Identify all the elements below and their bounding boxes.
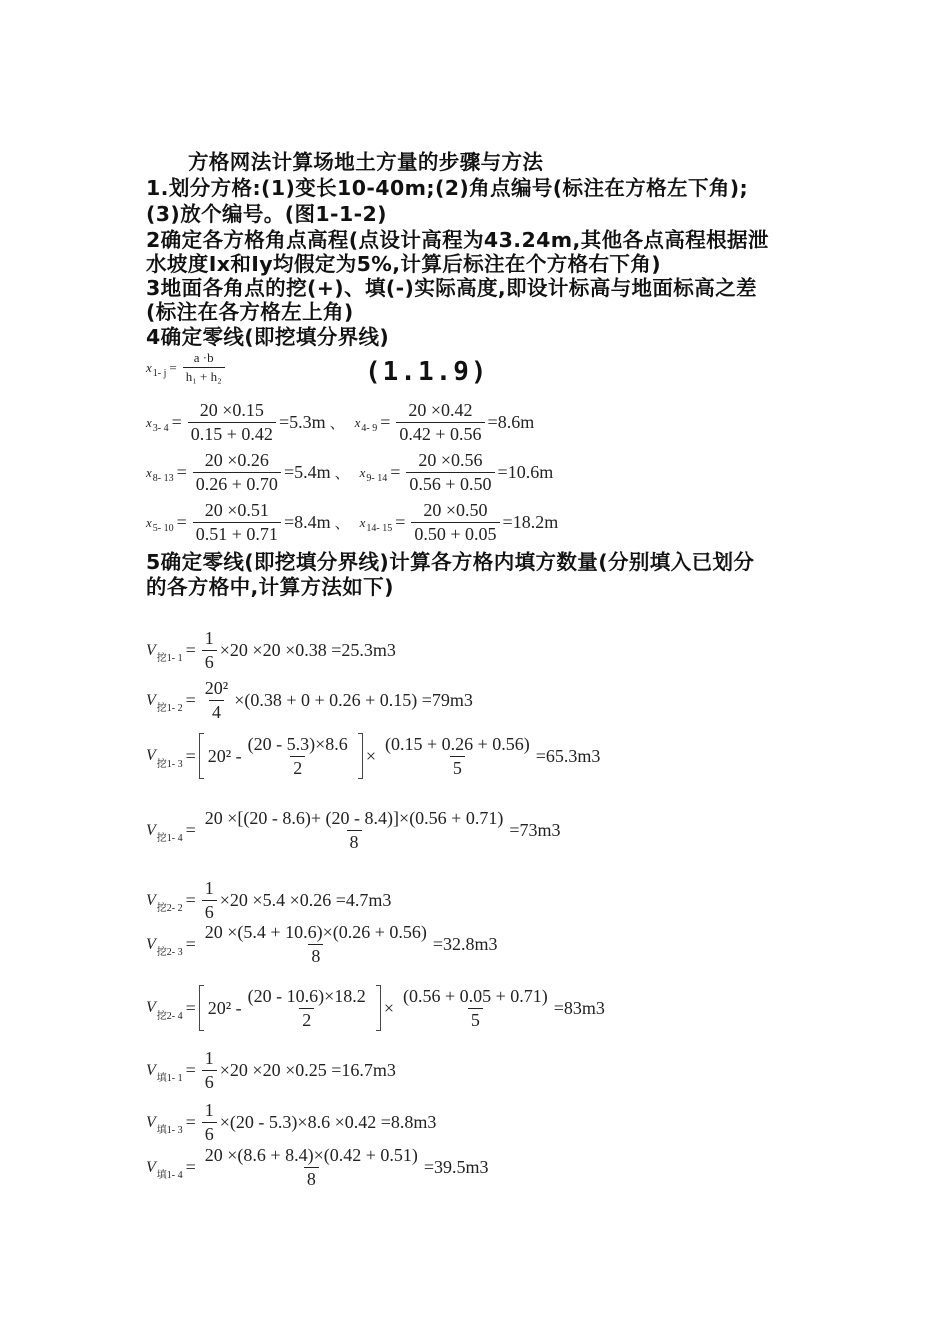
formula-number: (1.1.9)	[365, 357, 489, 387]
volume-variable: V	[146, 747, 156, 764]
volume-fraction-numerator: 1	[204, 628, 214, 648]
volume-result: =83m3	[553, 997, 605, 1018]
times-sign: ×	[365, 745, 376, 766]
equals-sign: =	[176, 462, 187, 482]
step-1-line-1: 1.划分方格:(1)变长10-40m;(2)角点编号(标注在方格左下角);	[146, 176, 749, 200]
step-1-line-2: (3)放个编号。(图1-1-2)	[146, 202, 387, 226]
equals-sign: =	[185, 745, 196, 766]
zero-line-subscript: 5- 10	[152, 523, 174, 534]
volume-formula	[146, 628, 396, 673]
zero-line-variable: x	[146, 514, 152, 530]
volume-subscript: 挖2- 2	[156, 903, 183, 914]
equals-sign: =	[176, 512, 187, 532]
volume-fraction-numerator: 20 ×(5.4 + 10.6)×(0.26 + 0.56)	[204, 922, 427, 942]
volume-fraction-denominator: 6	[202, 1070, 217, 1093]
separator: 、	[334, 464, 350, 482]
volume-subscript: 挖1- 4	[156, 833, 183, 844]
formula-subscript: 1- j	[152, 368, 167, 379]
volume-fraction	[202, 628, 217, 673]
inner-fraction	[245, 986, 369, 1031]
zero-line-row	[146, 500, 558, 545]
volume-result: ×20 ×5.4 ×0.26 =4.7m3	[219, 890, 392, 910]
volume-fraction-denominator: 4	[209, 700, 224, 723]
inner-fraction-numerator: (20 - 5.3)×8.6	[247, 733, 348, 754]
formula-numerator: a ·b	[193, 350, 214, 365]
volume-fraction-denominator: 8	[304, 1167, 319, 1190]
inner-fraction-numerator: (20 - 10.6)×18.2	[247, 985, 366, 1006]
zero-line-fraction-numerator: 20 ×0.42	[408, 400, 473, 420]
zero-line-subscript: 4- 9	[361, 423, 378, 434]
volume-variable: V	[146, 691, 156, 709]
zero-line-fraction-numerator: 20 ×0.50	[423, 500, 488, 520]
zero-line-subscript: 14- 15	[366, 523, 393, 534]
volume-fraction-denominator: 6	[202, 900, 217, 923]
volume-fraction-numerator: 20 ×(8.6 + 8.4)×(0.42 + 0.51)	[204, 1145, 418, 1165]
zero-line-variable: x	[359, 514, 366, 530]
zero-line-result: =8.6m	[487, 412, 535, 432]
zero-line-fraction-numerator: 20 ×0.26	[204, 450, 269, 470]
equals-sign: =	[185, 934, 196, 954]
volume-subscript: 填1- 4	[156, 1170, 183, 1181]
inner-fraction	[245, 734, 351, 779]
zero-line-result: =10.6m	[497, 462, 554, 482]
step-4-heading: 4确定零线(即挖填分界线)	[146, 325, 390, 349]
volume-subscript: 填1- 3	[156, 1125, 183, 1136]
general-formula: x 1- j = $\frac{a \cdot b}{\text{h₁ + h₂}}$	[146, 350, 228, 385]
zero-line-row	[146, 450, 553, 495]
step-5-line-1: 5确定零线(即挖填分界线)计算各方格内填方数量(分别填入已划分	[146, 550, 755, 574]
zero-line-fraction	[193, 500, 281, 545]
volume-result: ×(0.38 + 0 + 0.26 + 0.15) =79m3	[234, 690, 473, 710]
volume-result: =39.5m3	[423, 1157, 489, 1177]
zero-line-fraction-denominator: 0.56 + 0.50	[406, 472, 494, 495]
zero-line-fraction	[406, 450, 494, 495]
left-bracket	[199, 733, 204, 779]
zero-line-row	[146, 400, 534, 445]
volume-fraction	[202, 678, 231, 723]
volume-subscript: 挖1- 3	[156, 758, 183, 770]
volume-formula	[146, 1145, 489, 1190]
volume-fraction	[202, 878, 217, 923]
volume-fraction-numerator: 20²	[204, 678, 229, 698]
volume-formula	[146, 1100, 436, 1145]
inner-fraction-denominator: 2	[299, 1008, 314, 1031]
volume-result: =65.3m3	[535, 745, 601, 766]
equals-sign: =	[185, 890, 196, 910]
volume-formula	[146, 985, 605, 1031]
zero-line-fraction	[188, 400, 276, 445]
volume-result: ×20 ×20 ×0.38 =25.3m3	[219, 640, 396, 660]
right-bracket	[376, 985, 381, 1031]
step-2-line-1: 2确定各方格角点高程(点设计高程为43.24m,其他各点高程根据泄	[146, 228, 769, 252]
zero-line-subscript: 9- 14	[366, 473, 388, 484]
zero-line-variable: x	[354, 414, 361, 430]
volume-variable: V	[146, 999, 156, 1016]
zero-line-fraction-numerator: 20 ×0.56	[418, 450, 483, 470]
zero-line-fraction	[193, 450, 281, 495]
volume-fraction	[202, 1145, 421, 1190]
step-3-line-2: (标注在各方格左上角)	[146, 300, 354, 324]
volume-fraction-numerator: (0.15 + 0.26 + 0.56)	[384, 733, 530, 754]
equals-sign: =	[390, 462, 401, 482]
zero-line-fraction-denominator: 0.15 + 0.42	[188, 422, 276, 445]
zero-line-result: =5.3m	[278, 412, 326, 432]
zero-line-fraction-numerator: 20 ×0.51	[204, 500, 269, 520]
equals-sign: =	[185, 1157, 196, 1177]
volume-fraction	[400, 986, 551, 1031]
step-3-line-1: 3地面各角点的挖(+)、填(-)实际高度,即设计标高与地面标高之差	[146, 276, 757, 300]
equals-sign: =	[185, 1112, 196, 1132]
volume-formula	[146, 808, 560, 853]
volume-variable: V	[146, 1061, 156, 1079]
volume-fraction-numerator: 1	[204, 1048, 214, 1068]
zero-line-fraction-denominator: 0.50 + 0.05	[411, 522, 499, 545]
zero-line-result: =5.4m	[283, 462, 331, 482]
volume-formula	[146, 878, 391, 923]
page-title: 方格网法计算场地土方量的步骤与方法	[188, 150, 544, 174]
volume-result: ×20 ×20 ×0.25 =16.7m3	[219, 1060, 396, 1080]
volume-subscript: 挖1- 1	[156, 653, 183, 664]
volume-subscript: 挖2- 4	[156, 1010, 183, 1022]
zero-line-fraction	[396, 400, 484, 445]
zero-line-variable: x	[146, 464, 152, 480]
bracket-term: 20² -	[207, 745, 242, 766]
volume-fraction-denominator: 8	[308, 944, 323, 967]
zero-line-variable: x	[146, 414, 152, 430]
volume-formula	[146, 922, 498, 967]
zero-line-result: =8.4m	[283, 512, 331, 532]
volume-formula	[146, 1048, 396, 1093]
zero-line-result: =18.2m	[502, 512, 559, 532]
equals-sign: =	[185, 690, 196, 710]
formula-variable: x	[146, 359, 152, 375]
equals-sign: =	[185, 820, 196, 840]
zero-line-variable: x	[359, 464, 366, 480]
right-bracket	[358, 733, 363, 779]
volume-variable: V	[146, 821, 156, 839]
volume-variable: V	[146, 935, 156, 953]
left-bracket	[199, 985, 204, 1031]
volume-variable: V	[146, 641, 156, 659]
volume-variable: V	[146, 1158, 156, 1176]
volume-formula	[146, 678, 473, 723]
equals-sign: =	[171, 412, 182, 432]
volume-result: ×(20 - 5.3)×8.6 ×0.42 =8.8m3	[219, 1112, 437, 1132]
volume-subscript: 填1- 1	[156, 1073, 183, 1084]
zero-line-subscript: 8- 13	[152, 473, 174, 484]
volume-fraction-denominator: 6	[202, 650, 217, 673]
volume-variable: V	[146, 1113, 156, 1131]
step-5-line-2: 的各方格中,计算方法如下)	[146, 575, 394, 599]
volume-result: =32.8m3	[432, 934, 498, 954]
zero-line-fraction-denominator: 0.42 + 0.56	[396, 422, 484, 445]
volume-fraction	[202, 922, 430, 967]
volume-formula	[146, 733, 600, 779]
volume-subscript: 挖1- 2	[156, 703, 183, 714]
volume-fraction-numerator: 1	[204, 1100, 214, 1120]
separator: 、	[329, 414, 345, 432]
volume-fraction	[382, 734, 533, 779]
volume-fraction	[202, 1100, 217, 1145]
zero-line-fraction	[411, 500, 499, 545]
times-sign: ×	[383, 997, 394, 1018]
volume-fraction-denominator: 8	[347, 830, 362, 853]
equals-sign: =	[185, 1060, 196, 1080]
zero-line-fraction-denominator: 0.51 + 0.71	[193, 522, 281, 545]
inner-fraction-denominator: 2	[290, 756, 305, 779]
volume-variable: V	[146, 891, 156, 909]
volume-fraction-numerator: (0.56 + 0.05 + 0.71)	[402, 985, 548, 1006]
equals-sign: =	[380, 412, 391, 432]
zero-line-fraction-numerator: 20 ×0.15	[199, 400, 264, 420]
separator: 、	[334, 514, 350, 532]
volume-fraction	[202, 808, 507, 853]
equals-sign: =	[395, 512, 406, 532]
equals-sign: =	[185, 640, 196, 660]
volume-fraction-numerator: 20 ×[(20 - 8.6)+ (20 - 8.4)]×(0.56 + 0.71)	[204, 808, 504, 828]
step-2-line-2: 水坡度Ix和Iy均假定为5%,计算后标注在个方格右下角)	[146, 252, 662, 276]
volume-fraction	[202, 1048, 217, 1093]
volume-subscript: 挖2- 3	[156, 947, 183, 958]
volume-fraction-denominator: 5	[468, 1008, 483, 1031]
bracket-term: 20² -	[207, 997, 242, 1018]
zero-line-fraction-denominator: 0.26 + 0.70	[193, 472, 281, 495]
formula-denominator: h₁ + h₂	[183, 367, 225, 385]
volume-fraction-numerator: 1	[204, 878, 214, 898]
volume-fraction-denominator: 5	[450, 756, 465, 779]
equals-sign: =	[185, 997, 196, 1018]
volume-fraction-denominator: 6	[202, 1122, 217, 1145]
zero-line-subscript: 3- 4	[152, 423, 169, 434]
volume-result: =73m3	[509, 820, 561, 840]
